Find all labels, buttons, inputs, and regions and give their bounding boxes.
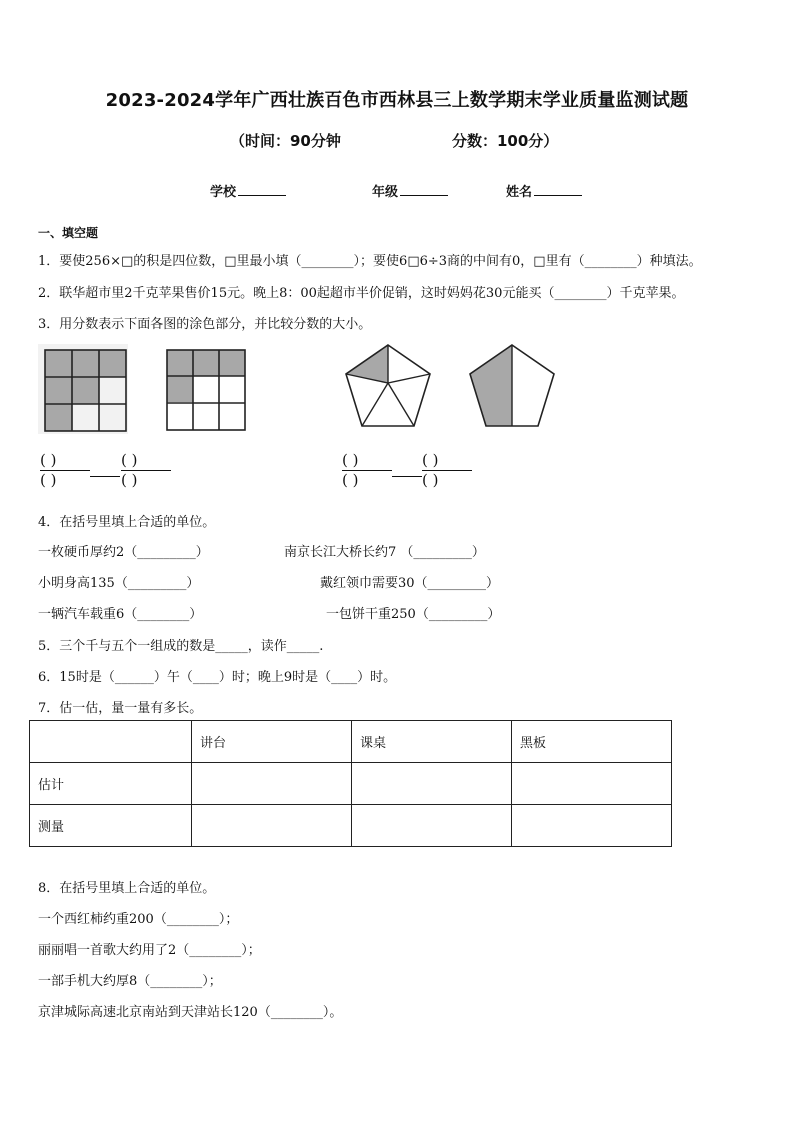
question-1: 1．要使256×□的积是四位数，□里最小填（________）；要使6□6÷3商的中间有0，□里有（________）种填法。: [38, 254, 702, 269]
grid-1-shaded-cell: [72, 350, 99, 377]
question-5: 5．三个千与五个一组成的数是_____，读作_____.: [38, 639, 324, 654]
question-7: 7．估一估，量一量有多长。: [38, 701, 203, 716]
exam-time: （时间：90分钟: [230, 132, 341, 150]
table-row-label: 估计: [30, 763, 192, 805]
question-8-item: 一部手机大约厚8（________）；: [38, 974, 222, 989]
table-row: [30, 805, 672, 847]
grade-blank[interactable]: [400, 183, 448, 196]
question-8: 8．在括号里填上合适的单位。: [38, 881, 216, 896]
measure-table: [29, 720, 672, 847]
table-row-label: 测量: [30, 805, 192, 847]
school-label: 学校: [210, 185, 237, 200]
denominator-blank[interactable]: ( ): [422, 471, 439, 489]
denominator-blank[interactable]: ( ): [121, 471, 138, 489]
name-label: 姓名: [506, 185, 533, 200]
grid-2-shaded-cell: [219, 350, 245, 376]
compare-blank-1[interactable]: [90, 476, 120, 477]
pentagon-1-shaded-part: [346, 345, 388, 383]
denominator-blank[interactable]: ( ): [342, 471, 359, 489]
table-cell-blank[interactable]: [512, 805, 672, 847]
compare-blank-2[interactable]: [392, 476, 422, 477]
grid-2-shaded-cell: [193, 350, 219, 376]
question-4-item: 小明身高135（_________）: [38, 576, 200, 591]
table-cell-blank[interactable]: [352, 805, 512, 847]
pentagon-figure-1: [346, 345, 430, 426]
table-cell: [30, 721, 192, 763]
question-4: 4．在括号里填上合适的单位。: [38, 515, 216, 530]
numerator-blank[interactable]: ( ): [422, 451, 439, 469]
table-header-cell: 课桌: [352, 721, 512, 763]
name-field: [506, 181, 582, 200]
grid-1-shaded-cell: [72, 377, 99, 404]
grade-label: 年级: [372, 185, 399, 200]
table-cell-blank[interactable]: [352, 763, 512, 805]
grid-figure-1: [38, 344, 128, 434]
fraction-blank-4[interactable]: [422, 452, 472, 488]
question-4-item: 一枚硬币厚约2（_________）: [38, 545, 209, 560]
school-blank[interactable]: [238, 183, 286, 196]
question-2: 2．联华超市里2千克苹果售价15元。晚上8：00起超市半价促销，这时妈妈花30元能买（________）千克苹果。: [38, 286, 685, 301]
grid-2-shaded-cell: [167, 350, 193, 376]
school-field: [210, 181, 286, 200]
question-4-item: 南京长江大桥长约7 （_________）: [284, 545, 485, 560]
table-cell-blank[interactable]: [192, 805, 352, 847]
fraction-blank-1[interactable]: [40, 452, 90, 488]
question-4-item: 戴红领巾需要30（_________）: [320, 576, 500, 591]
grid-1-shaded-cell: [99, 350, 126, 377]
exam-score: 分数：100分）: [452, 132, 559, 150]
grid-figure-2: [167, 350, 245, 430]
name-blank[interactable]: [534, 183, 582, 196]
pentagon-2-shaded-half: [470, 345, 512, 426]
page-title: 2023-2024学年广西壮族百色市西林县三上数学期末学业质量监测试题: [105, 90, 689, 111]
pentagon-figure-2: [470, 345, 554, 426]
question-4-item: 一包饼干重250（_________）: [326, 607, 501, 622]
fraction-blank-2[interactable]: [121, 452, 171, 488]
numerator-blank[interactable]: ( ): [121, 451, 138, 469]
grid-1-shaded-cell: [45, 350, 72, 377]
table-header-row: [30, 721, 672, 763]
question-8-item: 丽丽唱一首歌大约用了2（________）；: [38, 943, 261, 958]
denominator-blank[interactable]: ( ): [40, 471, 57, 489]
table-header-cell: 黑板: [512, 721, 672, 763]
numerator-blank[interactable]: ( ): [342, 451, 359, 469]
question-8-item: 京津城际高速北京南站到天津站长120（________）。: [38, 1005, 343, 1020]
grid-2-shaded-cell: [167, 376, 193, 402]
question-8-item: 一个西红柿约重200（________）；: [38, 912, 239, 927]
question-3-figures: [0, 340, 794, 440]
numerator-blank[interactable]: ( ): [40, 451, 57, 469]
table-header-cell: 讲台: [192, 721, 352, 763]
grade-field: [372, 181, 448, 200]
table-cell-blank[interactable]: [512, 763, 672, 805]
table-cell-blank[interactable]: [192, 763, 352, 805]
question-4-item: 一辆汽车载重6（________）: [38, 607, 203, 622]
question-6: 6．15时是（______）午（____）时；晚上9时是（____）时。: [38, 670, 397, 685]
grid-1-shaded-cell: [45, 404, 72, 431]
grid-1-shaded-cell: [45, 377, 72, 404]
fraction-blank-3[interactable]: [342, 452, 392, 488]
question-3: 3．用分数表示下面各图的涂色部分，并比较分数的大小。: [38, 317, 372, 332]
section-heading-fill-in: 一、填空题: [38, 226, 99, 240]
table-row: [30, 763, 672, 805]
